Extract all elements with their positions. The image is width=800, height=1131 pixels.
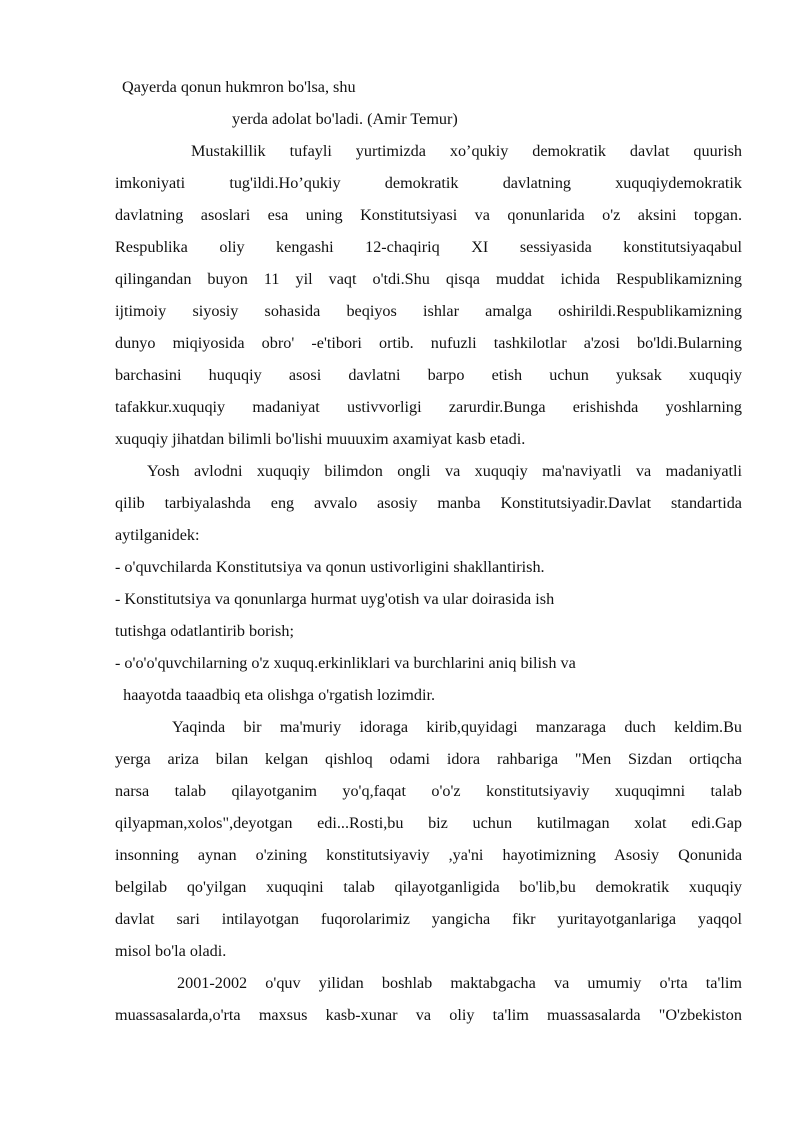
paragraph-3-line-3: narsa talab qilayotganim yo'q,faqat o'o'z konstitutsiyaviy xuquqimni talab <box>115 782 742 800</box>
list-item-1: - o'quvchilarda Konstitutsiya va qonun ustivorligini shakllantirish. <box>115 558 545 576</box>
paragraph-1-line-10: xuquqiy jihatdan bilimli bo'lishi muuuxim axamiyat kasb etadi. <box>115 430 526 448</box>
paragraph-3-line-8: misol bo'la oladi. <box>115 942 227 960</box>
list-item-3-continuation: haayotda taaadbiq eta olishga o'rgatish lozimdir. <box>115 686 435 704</box>
paragraph-3-line-5: insonning aynan o'zining konstitutsiyaviy ,ya'ni hayotimizning Asosiy Qonunida <box>115 846 742 864</box>
paragraph-3-line-1: Yaqinda bir ma'muriy idoraga kirib,quyidagi manzaraga duch keldim.Bu <box>172 718 742 736</box>
paragraph-1-line-7: dunyo miqiyosida obro' -e'tibori ortib. nufuzli tashkilotlar a'zosi bo'ldi.Bularning <box>115 334 742 352</box>
paragraph-1-line-3: davlatning asoslari esa uning Konstitutsiyasi va qonunlarida o'z aksini topgan. <box>115 206 742 224</box>
paragraph-1-line-2: imkoniyati tug'ildi.Ho’qukiy demokratik davlatning xuquqiydemokratik <box>115 174 742 192</box>
paragraph-2-line-2: qilib tarbiyalashda eng avvalo asosiy manba Konstitutsiyadir.Davlat standartida <box>115 494 742 512</box>
paragraph-1-line-9: tafakkur.xuquqiy madaniyat ustivvorligi zarurdir.Bunga erishishda yoshlarning <box>115 398 742 416</box>
list-item-2-continuation: tutishga odatlantirib borish; <box>115 622 294 640</box>
paragraph-2-line-1: Yosh avlodni xuquqiy bilimdon ongli va xuquqiy ma'naviyatli va madaniyatli <box>147 462 742 480</box>
paragraph-1-line-1: Mustakillik tufayli yurtimizda xo’qukiy demokratik davlat quurish <box>191 142 742 160</box>
list-item-2: - Konstitutsiya va qonunlarga hurmat uyg'otish va ular doirasida ish <box>115 590 555 608</box>
paragraph-3-line-4: qilyapman,xolos",deyotgan edi...Rosti,bu biz uchun kutilmagan xolat edi.Gap <box>115 814 742 832</box>
paragraph-1-line-8: barchasini huquqiy asosi davlatni barpo etish uchun yuksak xuquqiy <box>115 366 742 384</box>
paragraph-4-line-2: muassasalarda,o'rta maxsus kasb-xunar va oliy ta'lim muassasalarda "O'zbekiston <box>115 1006 742 1024</box>
paragraph-3-line-2: yerga ariza bilan kelgan qishloq odami idora rahbariga "Men Sizdan ortiqcha <box>115 750 742 768</box>
paragraph-4-line-1: 2001-2002 o'quv yilidan boshlab maktabgacha va umumiy o'rta ta'lim <box>177 974 742 992</box>
paragraph-1-line-5: qilingandan buyon 11 yil vaqt o'tdi.Shu qisqa muddat ichida Respublikamizning <box>115 270 742 288</box>
list-item-3: - o'o'o'quvchilarning o'z xuquq.erkinliklari va burchlarini aniq bilish va <box>115 654 576 672</box>
epigraph-line-2: yerda adolat bo'ladi. (Amir Temur) <box>232 110 458 128</box>
paragraph-1-line-4: Respublika oliy kengashi 12-chaqiriq XI sessiyasida konstitutsiyaqabul <box>115 238 742 256</box>
paragraph-3-line-6: belgilab qo'yilgan xuquqini talab qilayotganligida bo'lib,bu demokratik xuquqiy <box>115 878 742 896</box>
epigraph-line-1: Qayerda qonun hukmron bo'lsa, shu <box>122 78 356 96</box>
paragraph-2-line-3: aytilganidek: <box>115 526 200 544</box>
paragraph-3-line-7: davlat sari intilayotgan fuqorolarimiz yangicha fikr yuritayotganlariga yaqqol <box>115 910 742 928</box>
paragraph-1-line-6: ijtimoiy siyosiy sohasida beqiyos ishlar amalga oshirildi.Respublikamizning <box>115 302 742 320</box>
